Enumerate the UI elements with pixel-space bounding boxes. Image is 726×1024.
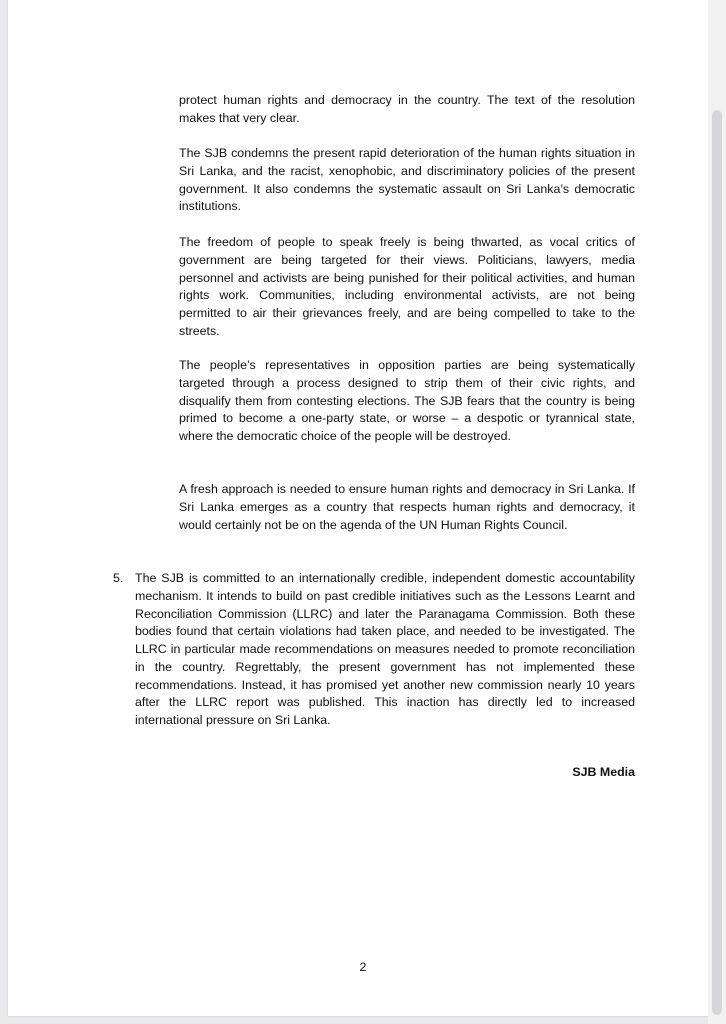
signature: SJB Media [572,765,635,779]
scrollbar-thumb[interactable] [712,110,722,1015]
list-item-text: The SJB is committed to an internationally credible, independent domestic accountability mechanism. It intends to build on past credible initiatives such as the Lessons Learnt and Reconciliation Commission (LLRC) and later the Paranagama Commission. Both these bodies found that certain violations had taken place, and needed to be investigated. The LLRC in particular made recommendations on measures needed to promote reconciliation in the country. Regrettably, the present government has not implemented these recommendations. Instead, it has promised yet another new commission nearly 10 years after the LLRC report was published. This inaction has directly led to increased international pressure on Sri Lanka. [135,571,635,727]
page-number: 2 [359,960,367,974]
paragraph-opposition-targeted: The people’s representatives in opposition parties are being systematically targeted through a process designed to strip them of their civic rights, and disqualify them from contesting elections. The SJB fears that the country is being primed to become a one-party state, or worse – a despotic or tyrannical state, where the democratic choice of the people will be destroyed. [179,358,635,443]
paragraph-resolution: protect human rights and democracy in the country. The text of the resolution makes that very clear. [179,93,635,125]
paragraph-condemnation: The SJB condemns the present rapid deterioration of the human rights situation in Sri Lanka, and the racist, xenophobic, and discriminatory policies of the present government. It also condemns the systematic assault on Sri Lanka’s democratic institutions. [179,146,635,214]
paragraph-fresh-approach: A fresh approach is needed to ensure human rights and democracy in Sri Lanka. If Sri Lanka emerges as a country that respects human rights and democracy, it would certainly not be on the agenda of the UN Human Rights Council. [179,482,635,532]
vertical-scrollbar[interactable] [708,0,726,1024]
paragraph-freedom-of-speech: The freedom of people to speak freely is being thwarted, as vocal critics of government are being targeted for their views. Politicians, lawyers, media personnel and activists are being punished for their political activities, and human rights work. Communities, including environmental activists, are not being permitted to air their grievances freely, and are being compelled to take to the streets. [179,235,635,338]
list-item-number: 5. [113,571,124,585]
list-item-accountability [113,570,635,730]
